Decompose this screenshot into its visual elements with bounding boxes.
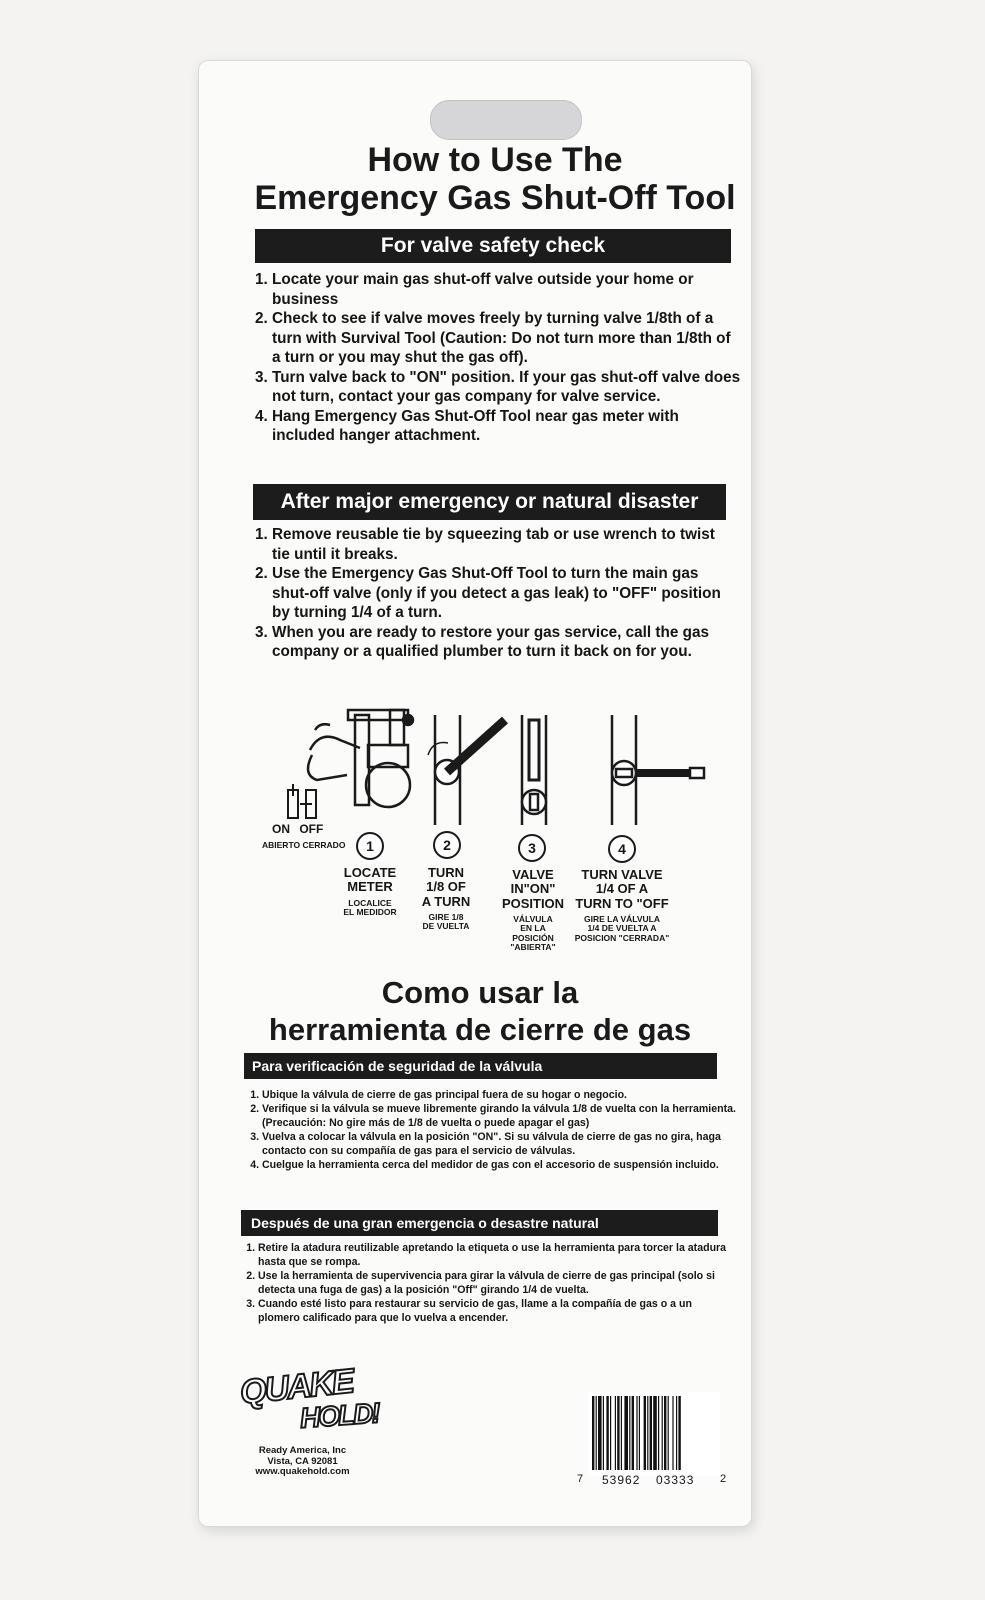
list-item: 2. Check to see if valve moves freely by turning valve 1/8th of a turn with Survival Tool (Caution: Do not turn more than 1/8th of a turn or you may shut the gas off). xyxy=(272,309,742,368)
page-title xyxy=(220,140,770,216)
valve-on-off-icons xyxy=(288,784,316,818)
barcode-digits-group-2: 03333 xyxy=(656,1473,695,1487)
valve-on-off-label xyxy=(272,822,323,836)
barcode-bar xyxy=(610,1396,611,1470)
logo-word-1: QUAKE xyxy=(238,1362,355,1412)
page-title-es xyxy=(220,974,740,1048)
barcode-bar xyxy=(636,1396,637,1470)
list-item: 2. Use la herramienta de supervivencia para girar la válvula de cierre de gas principal (solo si detecta una fuga de gas) a la posición "Off" girando 1/4 de vuelta. xyxy=(258,1269,732,1297)
list-item: 4. Cuelgue la herramienta cerca del medidor de gas con el accesorio de suspensión incluido. xyxy=(262,1158,736,1172)
step-number-2: 2 xyxy=(433,831,461,859)
section-heading-disaster: After major emergency or natural disaster xyxy=(253,484,726,520)
caption-en-line: LOCATE xyxy=(343,865,397,880)
step-number-3: 3 xyxy=(518,834,546,862)
caption-en-line: POSITION xyxy=(501,895,565,911)
step-caption-1 xyxy=(330,866,410,917)
barcode xyxy=(588,1392,720,1476)
section-heading-safety-check-es: Para verificación de seguridad de la válvula xyxy=(244,1053,717,1079)
list-item: 1. Remove reusable tie by squeezing tab or use wrench to twist tie until it breaks. xyxy=(272,525,734,564)
caption-en-line: 1/4 OF A xyxy=(595,881,649,897)
logo-word-2: HOLD! xyxy=(298,1397,380,1434)
barcode-bar xyxy=(658,1396,659,1470)
caption-es-line: LOCALICE xyxy=(348,897,392,908)
section-heading-safety-check: For valve safety check xyxy=(255,229,731,263)
gas-meter-illustration xyxy=(308,710,413,807)
caption-en-line: TURN xyxy=(427,865,465,880)
barcode-bar xyxy=(639,1396,640,1470)
barcode-bar xyxy=(647,1396,648,1470)
barcode-bar xyxy=(596,1396,597,1470)
valve-on-illustration xyxy=(522,715,546,825)
list-item: 2. Use the Emergency Gas Shut-Off Tool to turn the main gas shut-off valve (only if you detect a gas leak) to "OFF" position by turning 1/4 of a turn. xyxy=(272,564,734,623)
list-item: 4. Hang Emergency Gas Shut-Off Tool near gas meter with included hanger attachment. xyxy=(272,407,742,446)
list-item: 3. When you are ready to restore your gas service, call the gas company or a qualified plumber to turn it back on for you. xyxy=(272,623,734,662)
company-website: www.quakehold.com xyxy=(255,1466,350,1477)
barcode-bar xyxy=(606,1396,608,1470)
caption-en-line: VALVE xyxy=(512,867,554,882)
barcode-bar xyxy=(603,1396,604,1470)
caption-en-line: TURN TO "OFF xyxy=(575,895,669,911)
list-item: 1. Ubique la válvula de cierre de gas principal fuera de su hogar o negocio. xyxy=(262,1088,736,1102)
barcode-bar xyxy=(653,1396,657,1470)
disaster-steps-es xyxy=(240,1241,732,1325)
step-caption-2 xyxy=(410,866,482,932)
caption-es-line: POSICION "CERRADA" xyxy=(574,932,670,943)
company-address xyxy=(240,1446,365,1478)
title-line-1: How to Use The xyxy=(367,141,623,179)
list-item: 3. Vuelva a colocar la válvula en la posición "ON". Si su válvula de cierre de gas no gira, haga contacto con su compañía de gas para el servicio de válvulas. xyxy=(262,1130,736,1158)
caption-es-line: "ABIERTA" xyxy=(510,941,556,952)
barcode-bar xyxy=(650,1396,652,1470)
caption-en-line: TURN VALVE xyxy=(581,867,663,882)
valve-off-label: OFF xyxy=(299,822,324,836)
step-number-4: 4 xyxy=(608,835,636,863)
caption-en-line: A TURN xyxy=(421,893,471,909)
turn-eighth-illustration xyxy=(428,715,505,825)
barcode-bar xyxy=(621,1396,622,1470)
barcode-bar xyxy=(672,1396,673,1470)
safety-check-steps xyxy=(254,270,742,446)
valve-off-illustration xyxy=(612,715,704,825)
barcode-bar xyxy=(664,1396,666,1470)
step-caption-4 xyxy=(568,868,676,943)
barcode-bar xyxy=(678,1396,680,1470)
step-number-1: 1 xyxy=(356,832,384,860)
list-item: 3. Cuando esté listo para restaurar su servicio de gas, llame a la compañía de gas o a un plomero calificado para que lo vuelva a encender. xyxy=(258,1297,732,1325)
barcode-bar xyxy=(592,1396,594,1470)
diagram-illustrations xyxy=(240,700,740,840)
barcode-bar xyxy=(598,1396,602,1470)
valve-on-label: ON xyxy=(272,822,290,836)
caption-es-line: VÁLVULA xyxy=(513,913,553,924)
list-item: 3. Turn valve back to "ON" position. If your gas shut-off valve does not turn, contact your gas company for valve service. xyxy=(272,368,742,407)
barcode-digit-lead: 7 xyxy=(577,1473,584,1485)
caption-es-line: 1/4 DE VUELTA A xyxy=(587,923,657,934)
section-heading-disaster-es: Después de una gran emergencia o desastre natural xyxy=(241,1210,718,1236)
caption-es-line: GIRE LA VÁLVULA xyxy=(583,913,661,924)
caption-en-line: IN"ON" xyxy=(510,881,556,897)
title-es-line-1: Como usar la xyxy=(381,975,579,1010)
title-line-2: Emergency Gas Shut-Off Tool xyxy=(254,179,736,217)
barcode-bar xyxy=(617,1396,619,1470)
barcode-digit-check: 2 xyxy=(720,1473,727,1485)
barcode-bar xyxy=(615,1396,616,1470)
barcode-bar xyxy=(662,1396,663,1470)
title-es-line-2: herramienta de cierre de gas xyxy=(268,1012,692,1047)
valve-on-off-label-es: ABIERTO CERRADO xyxy=(262,840,346,850)
caption-es-line: POSICIÓN xyxy=(512,932,554,943)
barcode-digits-group-1: 53962 xyxy=(602,1473,641,1487)
caption-es-line: GIRE 1/8 xyxy=(428,911,464,922)
hang-hole xyxy=(430,100,582,140)
list-item: 1. Locate your main gas shut-off valve outside your home or business xyxy=(272,270,742,309)
caption-en-line: 1/8 OF xyxy=(426,879,466,895)
barcode-bar xyxy=(624,1396,628,1470)
step-caption-3 xyxy=(494,868,572,952)
barcode-bar xyxy=(676,1396,677,1470)
caption-es-line: DE VUELTA xyxy=(422,921,470,932)
list-item: 1. Retire la atadura reutilizable apretando la etiqueta o use la herramienta para torcer la atadura hasta que se rompa. xyxy=(258,1241,732,1269)
caption-es-line: EN LA xyxy=(520,923,546,934)
barcode-bar xyxy=(668,1396,669,1470)
barcode-bar xyxy=(629,1396,630,1470)
barcode-bar xyxy=(644,1396,646,1470)
list-item: 2. Verifique si la válvula se mueve libremente girando la válvula 1/8 de vuelta con la herramienta. (Precaución: No gire más de 1/8 de vuelta o puede apagar el gas) xyxy=(262,1102,736,1130)
disaster-steps xyxy=(254,525,734,662)
caption-es-line: EL MEDIDOR xyxy=(343,906,397,917)
caption-en-line: METER xyxy=(347,879,393,895)
barcode-bar xyxy=(632,1396,634,1470)
company-city: Vista, CA 92081 xyxy=(267,1455,338,1467)
safety-check-steps-es xyxy=(244,1088,736,1172)
company-name: Ready America, Inc xyxy=(258,1445,347,1456)
